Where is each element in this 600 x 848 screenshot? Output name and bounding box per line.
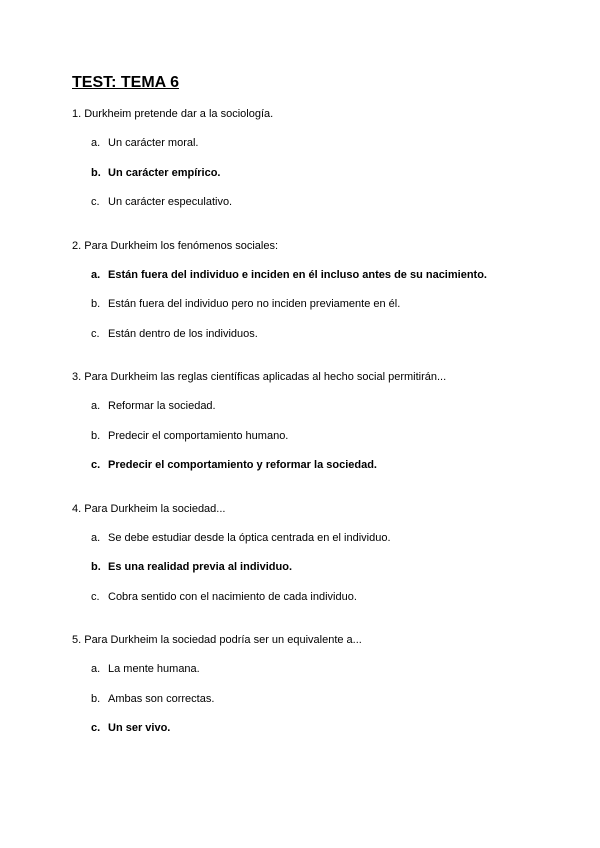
question-2: [72, 232, 552, 350]
option-letter: a.: [91, 268, 101, 281]
answer-option-correct: [72, 451, 552, 481]
option-text: Cobra sentido con el nacimiento de cada individuo.: [108, 590, 357, 603]
option-text: Ambas son correctas.: [108, 692, 215, 705]
answer-option: [72, 320, 552, 350]
option-letter: b.: [91, 166, 101, 179]
answer-option: [72, 129, 552, 159]
question-text: 2. Para Durkheim los fenómenos sociales:: [72, 239, 279, 252]
option-letter: a.: [91, 400, 101, 412]
question-4: [72, 495, 552, 613]
answer-option: [72, 422, 552, 452]
question-3: [72, 363, 552, 481]
option-letter: b.: [91, 298, 101, 310]
option-letter: c.: [91, 196, 100, 208]
option-text: Reformar la sociedad.: [108, 400, 216, 412]
answer-option: [72, 583, 552, 613]
option-letter: c.: [91, 459, 101, 471]
answer-option: [72, 524, 552, 554]
question-text: 5. Para Durkheim la sociedad podría ser un equivalente a...: [72, 634, 362, 646]
option-text: Un ser vivo.: [108, 722, 171, 734]
answer-option-correct: [72, 553, 552, 583]
option-text: Un carácter moral.: [108, 137, 199, 149]
question-5: [72, 626, 552, 744]
option-letter: b.: [91, 561, 101, 573]
answer-option: [72, 655, 552, 685]
answer-option: [72, 290, 552, 320]
question-text: 3. Para Durkheim las reglas científicas aplicadas al hecho social permitirán...: [72, 371, 447, 383]
answer-option: [72, 392, 552, 422]
option-text: Es una realidad previa al individuo.: [108, 561, 292, 573]
answer-option-correct: [72, 159, 552, 189]
option-letter: a.: [91, 663, 101, 675]
option-text: Un carácter especulativo.: [108, 196, 233, 208]
option-letter: c.: [91, 327, 100, 340]
answer-option-correct: [72, 261, 552, 291]
option-text: Se debe estudiar desde la óptica centrada en el individuo.: [108, 531, 391, 544]
option-letter: a.: [91, 531, 101, 544]
option-letter: b.: [91, 429, 101, 442]
question-1: [72, 100, 552, 218]
question-list: [72, 100, 552, 758]
option-text: Predecir el comportamiento humano.: [108, 429, 289, 442]
answer-option: [72, 188, 552, 218]
option-text: Están fuera del individuo pero no inciden previamente en él.: [108, 298, 401, 310]
option-letter: c.: [91, 722, 101, 734]
option-text: La mente humana.: [108, 663, 200, 675]
option-text: Están dentro de los individuos.: [108, 327, 258, 340]
page-title: TEST: TEMA 6: [72, 74, 179, 91]
answer-option: [72, 685, 552, 715]
option-letter: c.: [91, 590, 100, 603]
option-text: Un carácter empírico.: [108, 166, 221, 179]
question-text: 4. Para Durkheim la sociedad...: [72, 502, 226, 515]
option-letter: b.: [91, 692, 101, 705]
option-letter: a.: [91, 137, 101, 149]
answer-option-correct: [72, 714, 552, 744]
option-text: Están fuera del individuo e inciden en él incluso antes de su nacimiento.: [108, 268, 487, 281]
option-text: Predecir el comportamiento y reformar la sociedad.: [108, 459, 377, 471]
question-text: 1. Durkheim pretende dar a la sociología.: [72, 108, 274, 120]
